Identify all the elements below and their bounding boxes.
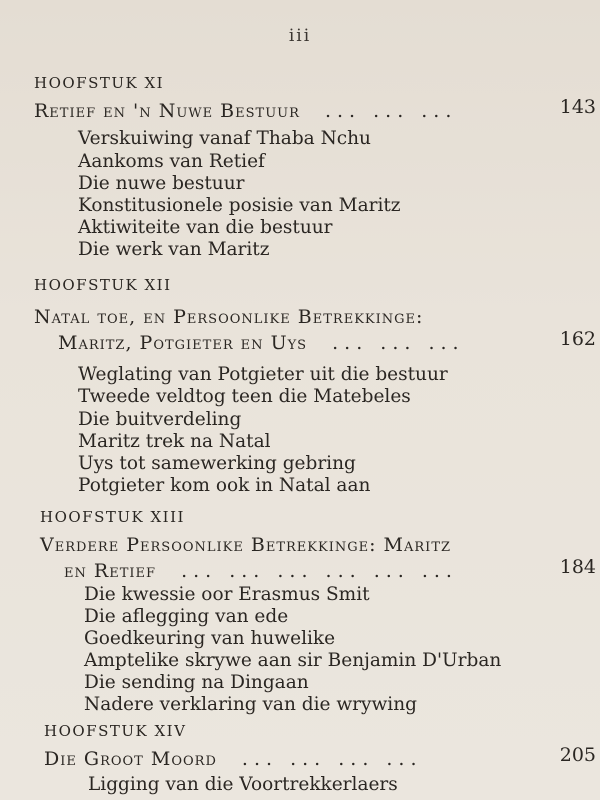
- section-item: Amptelike skrywe aan sir Benjamin D'Urban: [84, 650, 502, 671]
- section-item: Die buitverdeling: [78, 409, 242, 430]
- chapter-title: [34, 100, 592, 122]
- section-item: Die kwessie oor Erasmus Smit: [84, 584, 370, 605]
- chapter-page: 184: [559, 556, 596, 578]
- chapter-heading: HOOFSTUK XII: [34, 276, 172, 294]
- leader-dots: ... ... ...: [332, 332, 465, 354]
- leader-dots: ... ... ... ...: [241, 748, 423, 770]
- section-item: Nadere verklaring van die wrywing: [84, 694, 417, 715]
- section-item: Uys tot samewerking gebring: [78, 453, 356, 474]
- chapter-title-text: Retief en 'n Nuwe Bestuur: [34, 100, 300, 122]
- chapter-title: [40, 534, 592, 556]
- chapter-page: 143: [559, 96, 596, 118]
- section-item: Aktiwiteite van die bestuur: [78, 217, 333, 238]
- chapter-page: 162: [559, 328, 596, 350]
- chapter-title-text: Die Groot Moord: [44, 748, 217, 770]
- chapter-heading: HOOFSTUK XIII: [40, 508, 185, 526]
- section-item: Die werk van Maritz: [78, 239, 270, 260]
- section-item: Tweede veldtog teen die Matebeles: [78, 386, 411, 407]
- section-item: Potgieter kom ook in Natal aan: [78, 475, 371, 496]
- chapter-title: [34, 306, 592, 328]
- chapter-title: [64, 560, 592, 582]
- section-item: Die aflegging van ede: [84, 606, 289, 627]
- leader-dots: ... ... ... ... ... ...: [181, 560, 458, 582]
- section-item: Die sending na Dingaan: [84, 672, 309, 693]
- chapter-title-text: en Retief: [64, 560, 157, 582]
- section-item: Ligging van die Voortrekkerlaers: [88, 774, 398, 795]
- chapter-title-text: Verdere Persoonlike Betrekkinge: Maritz: [40, 534, 452, 556]
- chapter-title-text: Natal toe, en Persoonlike Betrekkinge:: [34, 306, 424, 328]
- leader-dots: ... ... ...: [324, 100, 458, 122]
- section-item: Aankoms van Retief: [78, 151, 265, 172]
- chapter-heading: HOOFSTUK XIV: [44, 722, 187, 740]
- section-item: Weglating van Potgieter uit die bestuur: [78, 364, 448, 385]
- chapter-title-text: Maritz, Potgieter en Uys: [58, 332, 308, 354]
- chapter-title: [44, 748, 592, 770]
- chapter-heading: HOOFSTUK XI: [34, 74, 165, 92]
- page-number: iii: [288, 26, 312, 46]
- section-item: Die nuwe bestuur: [78, 173, 245, 194]
- section-item: Goedkeuring van huwelike: [84, 628, 336, 649]
- chapter-page: 205: [559, 744, 596, 766]
- section-item: Konstitusionele posisie van Maritz: [78, 195, 401, 216]
- chapter-title: [58, 332, 592, 354]
- section-item: Maritz trek na Natal: [78, 431, 271, 452]
- section-item: Verskuiwing vanaf Thaba Nchu: [78, 128, 371, 149]
